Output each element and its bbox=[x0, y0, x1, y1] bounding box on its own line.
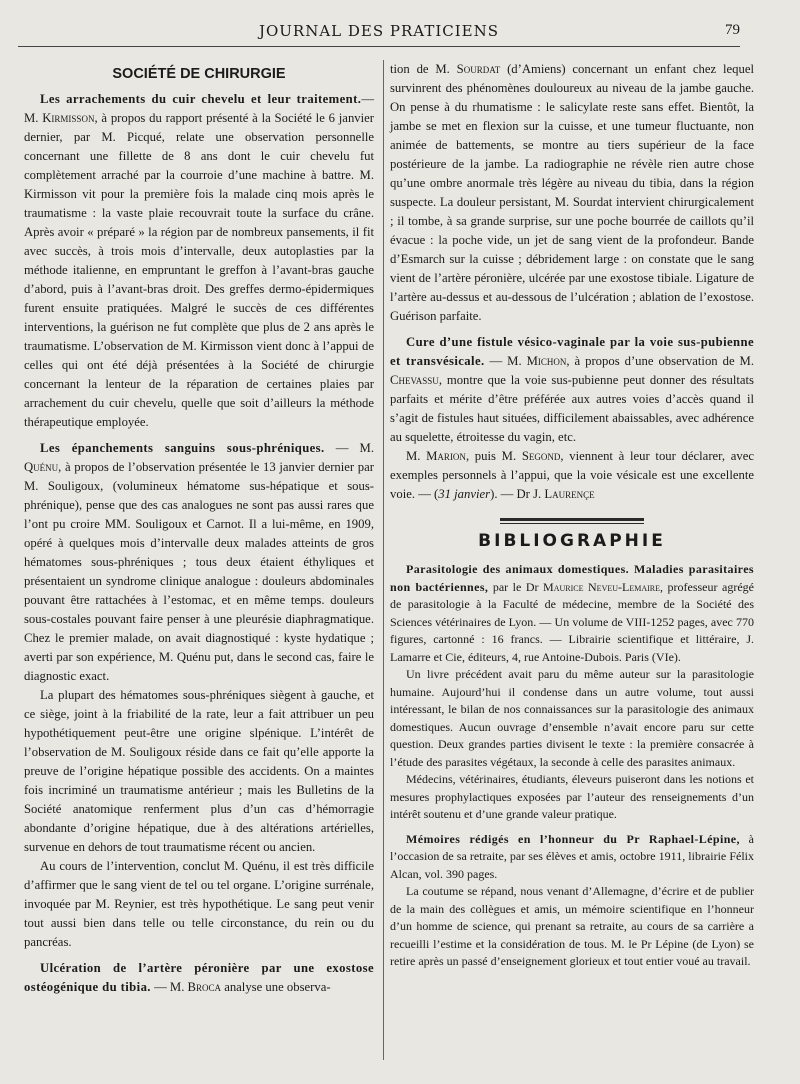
section-title: SOCIÉTÉ DE CHIRURGIE bbox=[112, 66, 286, 82]
paragraph: Médecins, vétérinaires, étudiants, éleveurs puiseront dans les notions et mesures prophylactiques exposées par l’auteur des renseignements d’un intérêt soutenu et d’une grande valeur pratique. bbox=[390, 772, 754, 821]
article-title: Les arrachements du cuir chevelu et leur traitement. bbox=[40, 92, 362, 106]
article-body: , à propos de l’observation présentée le 13 janvier dernier par M. Souligoux, (volumineux hématome sus-hépatique et sous-phrénique), pense que des cas analogues ne sont pas aussi rares que l’ont pu croire MM. Souligoux et Carnot. Il a lui-même, en 1909, opéré à quelques mois d’intervalle deux malades atteints de gros hématomes sous-phréniques ; tous deux étaient éthyliques et présentaient un syndrome clinique analogue : douleurs abdominales pouvant être rattachées à l’estomac, et en même temps. douleurs sous-costales pouvant faire penser à une pleurésie diaphragmatique. Chez le premier malade, on avait diagnostiqué : kyste hydatique ; averti par son expérience, M. Quénu put, dans le second cas, faire le diagnostic exact. bbox=[24, 460, 374, 683]
article-ulceration: Ulcération de l’artère péronière par une exostose ostéogénique du tibia. — M. Broca analyse une observa- bbox=[24, 961, 374, 994]
article-title: Ulcération de l’artère péronière par une exostose ostéogénique du tibia. bbox=[24, 961, 374, 994]
divider-rule bbox=[500, 523, 644, 524]
book-review-parasitologie: Parasitologie des animaux domestiques. Maladies parasitaires non bactériennes, par le Dr Maurice Neveu-Lemaire, professeur agrégé de parasitologie à la Faculté de médecine, membre de la Société des Sciences vétérinaires de Lyon. — Un volume de VIII-1252 pages, avec 770 figures, cartonné : 16 francs. — Librairie scientifique et littéraire, J. Lamarre et Cie, éditeurs, 4, rue Antoine-Dubois. Paris (VIe). bbox=[390, 562, 754, 664]
divider-rule bbox=[500, 518, 644, 521]
journal-title: JOURNAL DES PRATICIENS bbox=[258, 22, 500, 40]
left-column bbox=[24, 60, 374, 997]
bibliography-section bbox=[390, 561, 754, 971]
column-divider bbox=[383, 60, 384, 1060]
book-review-memoires bbox=[390, 831, 754, 884]
paragraph: M. Marion, puis M. Segond, viennent à leur tour déclarer, avec exemples personnels à l’appui, que la voie vésicale est une excellente voie. — (31 janvier). — Dr J. Laurençe bbox=[390, 449, 754, 501]
article-body: , à propos du rapport présenté à la Société le 6 janvier dernier, par M. Picqué, relate une observation personnelle concernant une fillette de 8 ans dont le cuir chevelu fut complètement arraché par la courroie d’une machine à battre. M. Kirmisson vit pour la première fois la malade cinq mois après le traumatisme : la vaste plaie recouvrait toute la surface du crâne. Après avoir « préparé » la région par de nombreux pansements, il fit avec succès, à trois mois d’intervalle, deux autoplasties par la méthode italienne, en empruntant le greffon à l’avant-bras gauche d’abord, puis à l’avant-bras droit. Des greffes dermo-épidermiques furent ensuite pratiquées. Malgré le succès de ces différentes interventions, la guérison ne fut complète que plus de 2 ans après le traumatisme. L’observation de M. Kirmisson vient donc à l’appui de celles qui ont été déjà présentées à la Société de chirurgie concernant la lenteur de la réparation de certaines plaies par arrachement du cuir chevelu, quelle que soit d’ailleurs la méthode thérapeutique employée. bbox=[24, 111, 375, 429]
article-title: Cure d’une fistule vésico-vaginale par la voie sus-pubienne et transvésicale. bbox=[390, 335, 754, 368]
date: 31 janvier bbox=[438, 487, 491, 501]
author-name: Michon bbox=[526, 354, 567, 368]
article-arrachements: Les arrachements du cuir chevelu et leur traitement.— M. Kirmisson, à propos du rapport présenté à la Société le 6 janvier dernier, par M. Picqué, relate une observation personnelle concernant une fillette de 8 ans dont le cuir chevelu fut complètement arraché par la courroie d’une machine à battre. M. Kirmisson vit pour la première fois la malade cinq mois après le traumatisme : la vaste plaie recouvrait toute la surface du crâne. Après avoir « préparé » la région par de nombreux pansements, il fit avec succès, à trois mois d’intervalle, deux autoplasties par la méthode italienne, en empruntant le greffon à l’avant-bras gauche d’abord, puis à l’avant-bras droit. Des greffes dermo-épidermiques furent ensuite pratiquées. Malgré le succès de ces différentes interventions, la guérison ne fut complète que plus de 2 ans après le traumatisme. L’observation de M. Kirmisson vient donc à l’appui de celles qui ont été déjà présentées à la Société de chirurgie concernant la lenteur de la réparation de certaines plaies par arrachement du cuir chevelu, quelle que soit d’ailleurs la méthode thérapeutique employée. bbox=[24, 92, 375, 429]
review-body: à l’occasion de sa retraite, par ses élèves et amis, octobre 1911, librairie Félix Alcan, vol. 390 pages. bbox=[390, 831, 755, 881]
article-body: (d’Amiens) concernant un enfant chez lequel survinrent des phénomènes douloureux au niveau de la jambe gauche. On pense à du rhumatisme : le salicylate reste sans effet. Bientôt, la jambe se met en flexion sur la cuisse, et une tumeur fluctuante, non animée de battements, se montre au tiers supérieur de la face postérieure de la jambe. La radiographie ne révèle rien autre chose qu’une ombre anormale très légère au niveau du tibia, dans la région suspecte. La douleur persistant, M. Sourdat intervient chirurgicalement ; il tombe, à sa grande surprise, sur une poche bourrée de caillots qu’il évacue : la poche vide, un jet de sang vient de la profondeur. Bande d’Esmarch sur la cuisse ; débridement large : on constate que le sang vient de l’artère péronière, ulcérée par une exostose tibiale. Ligature de l’artère au-dessus et au-dessous de l’ulcération ; ablation de l’exostose. Guérison parfaite. bbox=[390, 62, 754, 323]
article-body: analyse une observa- bbox=[221, 980, 331, 994]
article-body: , montre que la voie sus-pubienne peut donner des résultats parfaits et mérite d’être préférée aux autres voies d’accès quand il s’agit de fistules haut situées, difficilement abaissables, avec adhérence au squelette, étroitesse du vagin, etc. bbox=[390, 373, 754, 444]
author-name: Maurice Neveu-Lemaire bbox=[543, 579, 660, 594]
author-name: Sourdat bbox=[456, 62, 501, 76]
paragraph: Au cours de l’intervention, conclut M. Quénu, il est très difficile d’affirmer que le sang vient de tel ou tel organe. L’origine surrénale, invoquée par M. Reynier, est très hypothétique. Le sang peut venir tout aussi bien dans telle ou telle circonstance, du rein ou du pancréas. bbox=[24, 859, 374, 949]
article-title: Les épanchements sanguins sous-phréniques. bbox=[40, 441, 325, 455]
bibliography-title: BIBLIOGRAPHIE bbox=[478, 531, 666, 551]
book-title: Mémoires rédigés en l’honneur du Pr Raphael-Lépine, bbox=[406, 831, 740, 846]
review-body: , professeur agrégé de parasitologie à la Faculté de médecine, membre de la Société des Sciences vétérinaires de Lyon. — Un volume de VIII-1252 pages, avec 770 figures, cartonné : 16 francs. — Librairie scientifique et littéraire, J. Lamarre et Cie, éditeurs, 4, rue Antoine-Dubois. Paris (VIe). bbox=[390, 579, 754, 664]
page-number: 79 bbox=[725, 22, 740, 38]
author-name: Broca bbox=[187, 980, 222, 994]
article-epanchements: Les épanchements sanguins sous-phréniques. — M. Quénu, à propos de l’observation présentée le 13 janvier dernier par M. Souligoux, (volumineux hématome sus-hépatique et sous-phrénique), pense que des cas analogues ne sont pas aussi rares que l’ont pu croire MM. Souligoux et Carnot. Il a lui-même, en 1909, opéré à quelques mois d’intervalle deux malades atteints de gros hématomes sous-phréniques ; tous deux étaient éthyliques et présentaient un syndrome clinique analogue : douleurs abdominales pouvant être rattachées à l’estomac, et en même temps. douleurs sous-costales pouvant faire penser à une pleurésie diaphragmatique. Chez le premier malade, on avait diagnostiqué : kyste hydatique ; averti par son expérience, M. Quénu put, dans le second cas, faire le diagnostic exact. bbox=[24, 441, 374, 683]
running-header bbox=[18, 22, 740, 47]
author-name: Kirmisson bbox=[42, 111, 95, 125]
signature: Laurençe bbox=[544, 487, 595, 501]
paragraph: Un livre précédent avait paru du même auteur sur la parasitologie humaine. Aujourd’hui il condense dans un autre volume, tout aussi intéressant, le bilan de nos connaissances sur la parasitologie des animaux domestiques. Aucun ouvrage d’ensemble n’avait encore paru sur cette question. Deux grandes parties divisent le texte : la première consacrée à l’étude des parasites végétaux, la seconde à celle des parasites animaux. bbox=[390, 667, 754, 769]
author-name: Chevassu bbox=[390, 373, 439, 387]
paragraph: La plupart des hématomes sous-phréniques siègent à gauche, et ce siège, joint à la friabilité de la rate, leur a fait attribuer un peu hypothétiquement peut-être une origine slpénique. L’intérêt de l’observation de M. Souligoux réside dans ce fait qu’elle apporte la preuve de l’origine hépatique possible des accidents. On a maintes fois incriminé un traumatisme antérieur ; mais les Bulletins de la Société anatomique renferment plus d’un cas d’hémorragie abondante d’origine hépatique, due à des altérations artérielles, survenue en dehors de tout traumatisme récent ou ancien. bbox=[24, 688, 374, 854]
author-name: Segond bbox=[521, 449, 561, 463]
bibliography-heading bbox=[390, 518, 754, 551]
right-column bbox=[390, 60, 754, 971]
author-name: Quénu bbox=[24, 460, 59, 474]
paragraph: La coutume se répand, nous venant d’Allemagne, d’écrire et de publier de la main des collègues et amis, un mémoire scientifique en l’honneur d’un homme de science, qui prenant sa retraite, au cours de sa carrière a recueilli l’estime et la considération de tous. M. le Pr Lépine (de Lyon) se retire après un passé d’enseignement glorieux et tout entier voué au travail. bbox=[390, 884, 754, 968]
author-name: Marion bbox=[426, 449, 466, 463]
book-title: Parasitologie des animaux domestiques. Maladies parasitaires non bactériennes, bbox=[390, 562, 754, 594]
article-fistule: Cure d’une fistule vésico-vaginale par la voie sus-pubienne et transvésicale. — M. Michon, à propos d’une observation de M. Chevassu, montre que la voie sus-pubienne peut donner des résultats parfaits et mérite d’être préférée aux autres voies d’accès quand il s’agit de fistules haut situées, difficilement abaissables, avec adhérence au squelette, étroitesse du vagin, etc. bbox=[390, 335, 755, 444]
article-ulceration-continued: tion de M. Sourdat (d’Amiens) concernant un enfant chez lequel survinrent des phénomènes douloureux au niveau de la jambe gauche. On pense à du rhumatisme : le salicylate reste sans effet. Bientôt, la jambe se met en flexion sur la cuisse, et une tumeur fluctuante, non animée de battements, se montre au tiers supérieur de la face postérieure de la jambe. La radiographie ne révèle rien autre chose qu’une ombre anormale très légère au niveau du tibia, dans la région suspecte. La douleur persistant, M. Sourdat intervient chirurgicalement ; il tombe, à sa grande surprise, sur une poche bourrée de caillots qu’il évacue : la poche vide, un jet de sang vient de la profondeur. Bande d’Esmarch sur la cuisse ; débridement large : on constate que le sang vient de l’artère péronière, ulcérée par une exostose tibiale. Ligature de l’artère au-dessus et au-dessous de l’ulcération ; ablation de l’exostose. Guérison parfaite. bbox=[390, 62, 754, 323]
